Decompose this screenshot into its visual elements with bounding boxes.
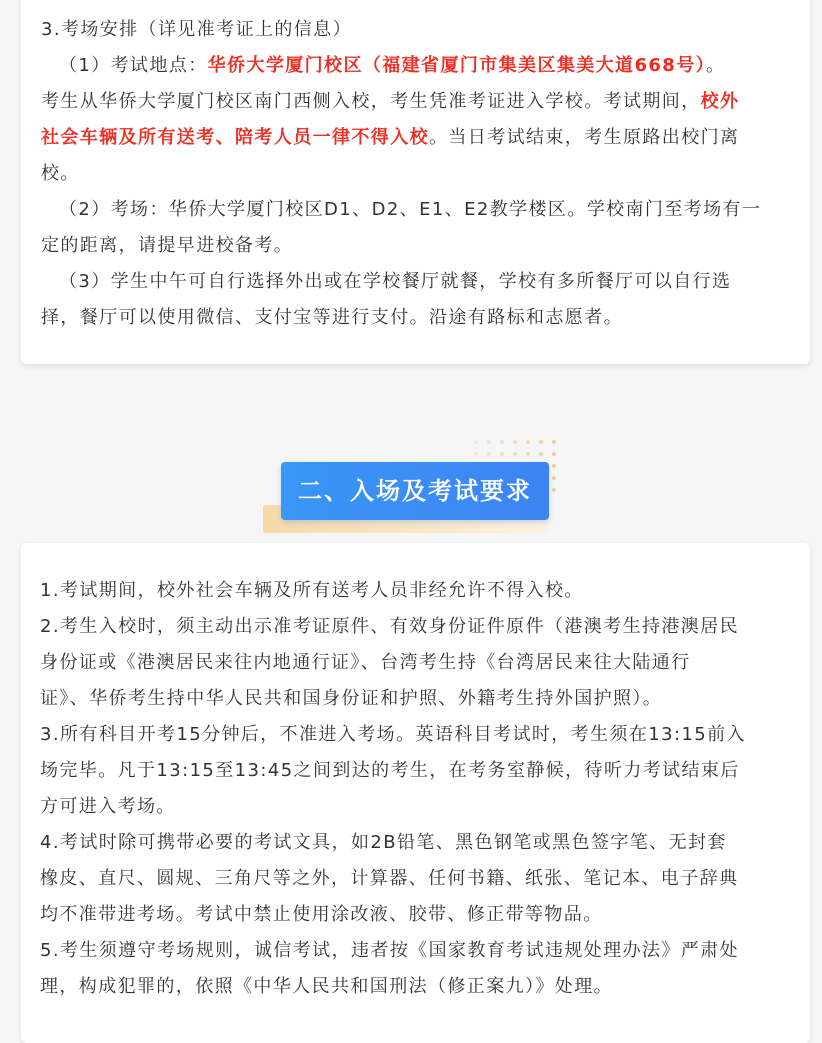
exam-room-line-2: 定的距离，请提早进校备考。	[41, 235, 294, 256]
decorative-dot	[513, 440, 517, 444]
exam-location-suffix: 。	[706, 55, 726, 76]
decorative-dot	[474, 440, 478, 444]
requirement-2-line-2: 身份证或《港澳居民来往内地通行证》、台湾考生持《台湾居民来往大陆通行	[40, 652, 691, 673]
decorative-dot	[552, 488, 556, 492]
requirement-3-line-2: 场完毕。凡于13:15至13:45之间到达的考生，在考务室静候，待听力考试结束后	[40, 760, 740, 781]
lunch-line-2: 择，餐厅可以使用微信、支付宝等进行支付。沿途有路标和志愿者。	[41, 307, 623, 328]
exam-location-label: （1）考试地点：	[59, 55, 208, 76]
requirement-3-line-3: 方可进入考场。	[40, 796, 176, 817]
section-heading-title: 二、入场及考试要求	[281, 462, 549, 520]
entry-rule-line-2	[41, 120, 792, 156]
exam-requirements-card	[21, 543, 810, 1043]
decorative-dot	[500, 440, 504, 444]
decorative-dot	[500, 452, 504, 456]
entry-rule-line-1	[41, 84, 792, 120]
section-heading	[260, 440, 590, 540]
requirement-2-line-3: 证》、华侨考生持中华人民共和国身份证和护照、外籍考生持外国护照）。	[40, 688, 663, 709]
requirement-4-line-1: 4.考试时除可携带必要的考试文具，如2B铅笔、黑色钢笔或黑色签字笔、无封套	[40, 832, 727, 853]
decorative-dot	[552, 452, 556, 456]
decorative-dot	[552, 440, 556, 444]
requirement-4-line-3: 均不准带进考场。考试中禁止使用涂改液、胶带、修正带等物品。	[40, 904, 603, 925]
entry-rule-text: 。当日考试结束，考生原路出校门离	[429, 127, 740, 148]
requirement-2-line-1: 2.考生入校时，须主动出示准考证原件、有效身份证件原件（港澳考生持港澳居民	[40, 616, 739, 637]
requirement-5-line-2: 理，构成犯罪的，依照《中华人民共和国刑法（修正案九）》处理。	[40, 976, 613, 997]
exam-room-line-1: （2）考场：华侨大学厦门校区D1、D2、E1、E2教学楼区。学校南门至考场有一	[59, 199, 762, 220]
decorative-dot	[487, 440, 491, 444]
decorative-dot	[552, 464, 556, 468]
requirement-1: 1.考试期间，校外社会车辆及所有送考人员非经允许不得入校。	[40, 580, 584, 601]
decorative-dot	[474, 452, 478, 456]
requirement-4-line-2: 橡皮、直尺、圆规、三角尺等之外，计算器、任何书籍、纸张、笔记本、电子辞典	[40, 868, 739, 889]
venue-section-title: 3.考场安排（详见准考证上的信息）	[41, 19, 352, 40]
requirement-3-line-1: 3.所有科目开考15分钟后，不准进入考场。英语科目考试时，考生须在13:15前入	[40, 724, 746, 745]
decorative-dot	[526, 440, 530, 444]
decorative-dot	[487, 452, 491, 456]
entry-rule-line-3: 校。	[41, 163, 80, 184]
entry-rule-highlight: 社会车辆及所有送考、陪考人员一律不得入校	[41, 127, 429, 148]
entry-rule-text: 考生从华侨大学厦门校区南门西侧入校，考生凭准考证进入学校。考试期间，	[41, 91, 701, 112]
entry-rule-highlight: 校外	[700, 91, 740, 112]
requirement-5-line-1: 5.考生须遵守考场规则，诚信考试，违者按《国家教育考试违规处理办法》严肃处	[40, 940, 739, 961]
exam-location-line	[41, 48, 792, 84]
exam-venue-card	[21, 0, 810, 364]
exam-location-name: 华侨大学厦门校区（福建省厦门市集美区集美大道668号）	[207, 55, 707, 76]
decorative-dot	[539, 440, 543, 444]
decorative-dot	[526, 452, 530, 456]
decorative-dot	[552, 476, 556, 480]
decorative-dot	[513, 452, 517, 456]
lunch-line-1: （3）学生中午可自行选择外出或在学校餐厅就餐，学校有多所餐厅可以自行选	[59, 271, 732, 292]
decorative-dot	[539, 452, 543, 456]
